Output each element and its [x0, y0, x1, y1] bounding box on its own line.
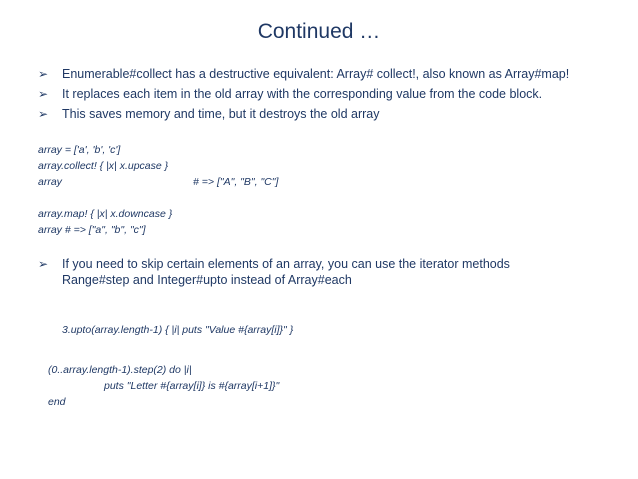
code-line: 3.upto(array.length-1) { |i| puts "Value #{array[i]}" } — [62, 324, 294, 336]
code-line: end — [48, 396, 66, 408]
slide-title: Continued … — [257, 20, 381, 43]
code-line: array.collect! { |x| x.upcase } — [38, 160, 169, 172]
bullet-text-line-2: Range#step and Integer#upto instead of Array#each — [62, 273, 352, 287]
code-comment: # => ["A", "B", "C"] — [193, 176, 279, 188]
bullet-text-line-1: If you need to skip certain elements of an array, you can use the iterator methods — [62, 257, 510, 271]
code-line: puts "Letter #{array[i]} is #{array[i+1]}" — [104, 380, 280, 392]
arrow-bullet-icon: ➢ — [38, 257, 49, 271]
bullet-item — [38, 106, 380, 122]
bullet-item — [38, 256, 510, 272]
bullet-item — [38, 66, 569, 82]
code-line: (0..array.length-1).step(2) do |i| — [48, 364, 192, 376]
bullet-text: It replaces each item in the old array with the corresponding value from the code block. — [62, 87, 543, 101]
code-line: array = ['a', 'b', 'c'] — [38, 144, 121, 156]
arrow-bullet-icon: ➢ — [38, 87, 49, 101]
bullet-text: This saves memory and time, but it destroys the old array — [62, 107, 380, 121]
code-line: array # => ["a", "b", "c"] — [38, 224, 146, 236]
arrow-bullet-icon: ➢ — [38, 67, 49, 81]
code-line: array — [38, 176, 62, 188]
arrow-bullet-icon: ➢ — [38, 107, 49, 121]
bullet-item — [38, 86, 542, 102]
bullet-text: Enumerable#collect has a destructive equivalent: Array# collect!, also known as Array#map! — [62, 67, 570, 81]
code-line: array.map! { |x| x.downcase } — [38, 208, 173, 220]
